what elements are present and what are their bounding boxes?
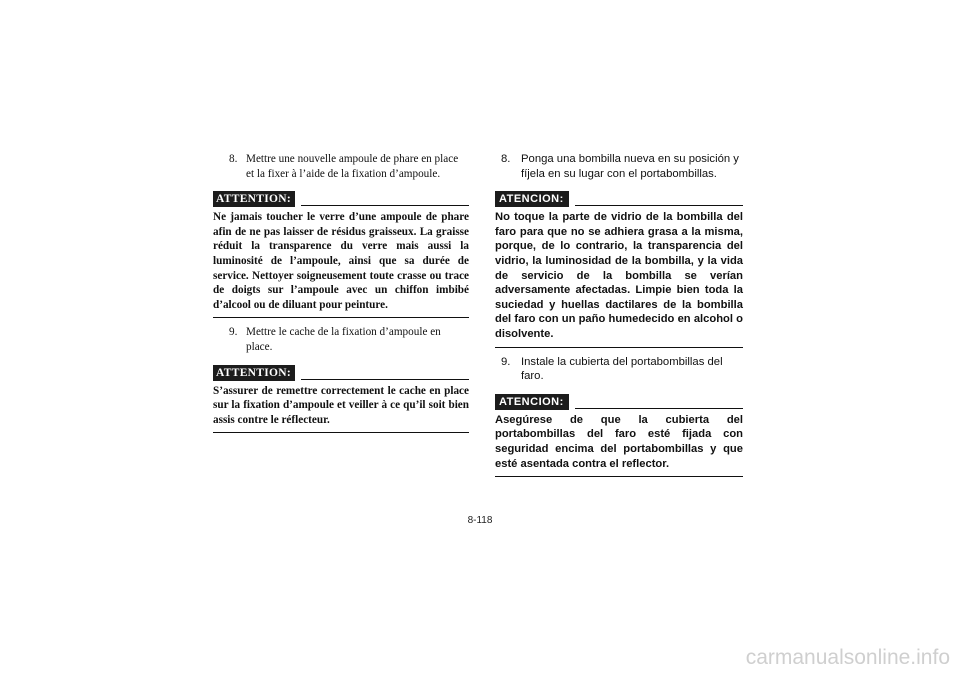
step-number: 8. <box>501 153 511 165</box>
atencion-header <box>495 191 743 207</box>
french-column <box>213 152 469 433</box>
step-number: 8. <box>229 153 238 165</box>
attention-end-rule <box>213 432 469 433</box>
attention-header <box>213 191 469 207</box>
watermark: carmanualsonline.info <box>745 646 950 669</box>
step-text: Ponga una bombilla nueva en su posición y fíjela en su lugar con el portabombillas. <box>521 153 739 180</box>
atencion-label: ATENCION: <box>495 191 569 207</box>
attention-label: ATTENTION: <box>213 365 295 381</box>
step-9-fr <box>229 325 469 354</box>
step-text: Instale la cubierta del portabombillas del faro. <box>521 355 723 383</box>
step-8-es <box>501 152 743 181</box>
atencion-text: No toque la parte de vidrio de la bombilla del faro para que no se adhiera grasa a la misma, porque, de lo contrario, la transparencia del vidrio, la luminosidad de la bombilla, y la vida de servicio de la bombilla se verían adversamente afectadas. Limpie bien toda la suciedad y huellas dactilares de la bombilla del faro con un paño humedecido en alcohol o disolvente. <box>495 211 743 340</box>
atencion-rule <box>575 408 743 409</box>
attention-header <box>213 365 469 381</box>
attention-text: S’assurer de remettre correctement le cache en place sur la fixation d’ampoule et veiller à ce qu’il soit bien assis contre le réflecteur. <box>213 384 469 426</box>
attention-rule <box>301 379 469 380</box>
atencion-label: ATENCION: <box>495 394 569 410</box>
atencion-end-rule <box>495 476 743 477</box>
atencion-text: Asegúrese de que la cubierta del portabombillas del faro esté fijada con seguridad encima del portabombillas y que esté asentada contra el reflector. <box>495 413 743 470</box>
atencion-rule <box>575 205 743 206</box>
step-text: Mettre une nouvelle ampoule de phare en place et la fixer à l’aide de la fixation d’ampoule. <box>246 153 459 180</box>
spanish-column <box>495 152 743 477</box>
attention-text: Ne jamais toucher le verre d’une ampoule de phare afin de ne pas laisser de résidus graisseux. La graisse réduit la transparence du verre mais aussi la luminosité de l’ampoule, ainsi que sa durée de service. Nettoyer soigneusement toute crasse ou trace de doigts sur l’ampoule avec un chiffon imbibé d’alcool ou de diluant pour peinture. <box>213 211 469 311</box>
attention-rule <box>301 205 469 206</box>
atencion-header <box>495 394 743 410</box>
step-9-es <box>501 355 743 384</box>
step-text: Mettre le cache de la fixation d’ampoule en place. <box>246 326 441 353</box>
step-number: 9. <box>501 355 511 368</box>
page-number: 8-118 <box>467 515 493 526</box>
step-number: 9. <box>229 326 238 339</box>
attention-label: ATTENTION: <box>213 191 295 207</box>
step-8-fr <box>229 152 469 181</box>
